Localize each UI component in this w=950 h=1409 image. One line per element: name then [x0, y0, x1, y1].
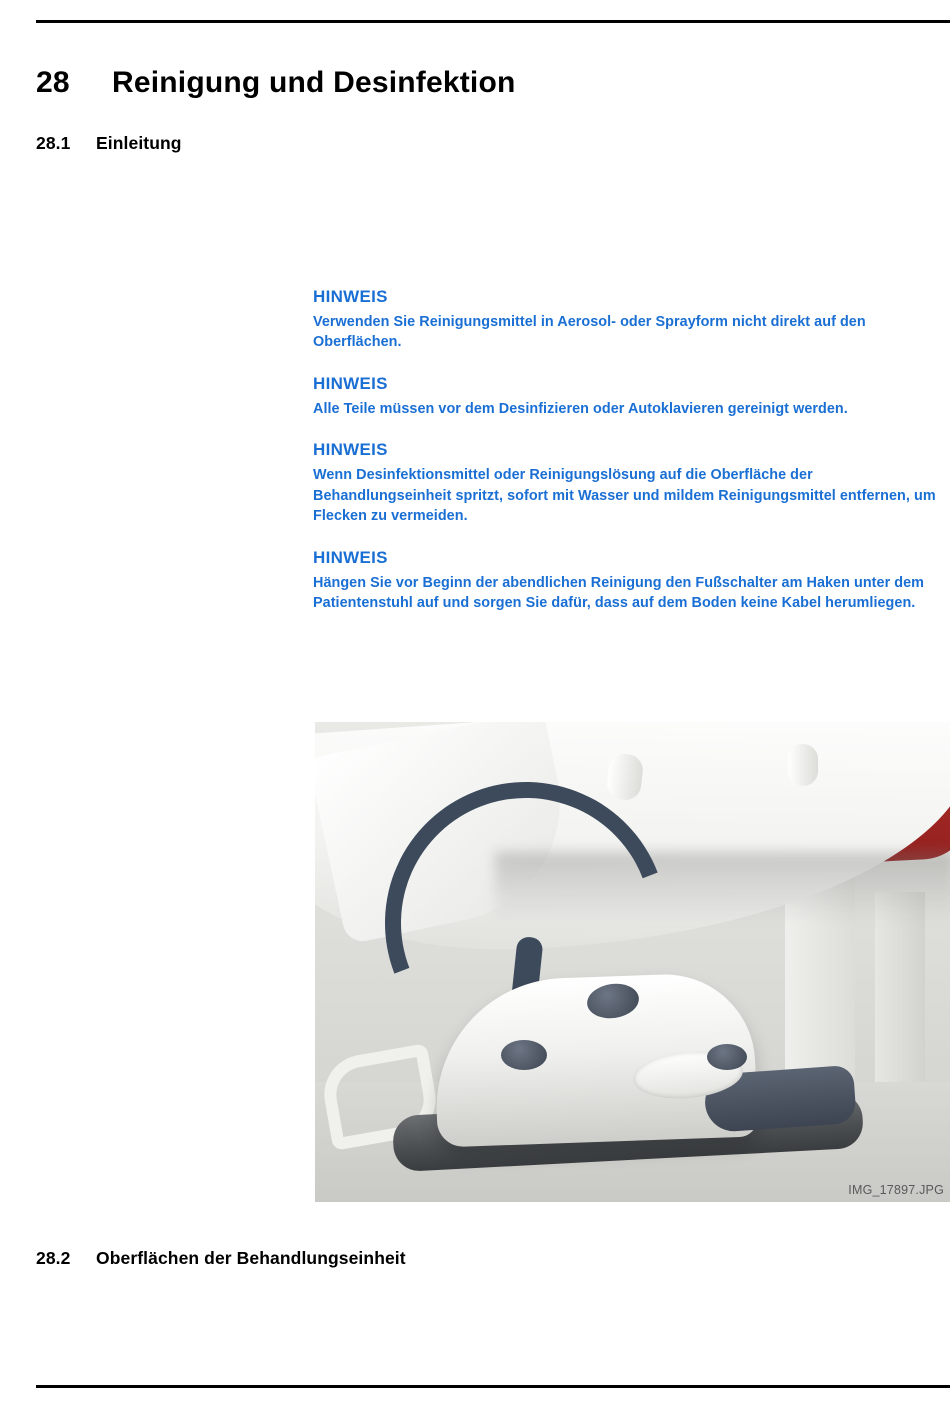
- notice-title: HINWEIS: [313, 547, 388, 567]
- figure-caption: IMG_17897.JPG: [848, 1183, 944, 1197]
- section-title-28-1: Einleitung: [96, 132, 182, 153]
- notice-title: HINWEIS: [313, 440, 388, 460]
- section-title-28-2: Oberflächen der Behandlungseinheit: [96, 1247, 406, 1268]
- figure-image: [315, 722, 950, 1202]
- photo-hook-2: [788, 744, 818, 786]
- photo-foot-control-knob-3: [707, 1044, 747, 1070]
- notice-text: Wenn Desinfektionsmittel oder Reinigungslösung auf die Oberfläche der Behandlungseinheit spritzt, sofort mit Wasser und mildem Reinigungsmittel entfernen, um Flecken zu vermeiden.: [313, 467, 936, 525]
- notice-text: Alle Teile müssen vor dem Desinfizieren oder Autoklavieren gereinigt werden.: [313, 400, 848, 417]
- notice-text: Hängen Sie vor Beginn der abendlichen Reinigung den Fußschalter am Haken unter dem Patientenstuhl auf und sorgen Sie dafür, dass auf dem Boden keine Kabel herumliegen.: [313, 574, 925, 612]
- section-heading-28-1: [36, 133, 182, 154]
- header-rule: [36, 20, 950, 23]
- notice-title: HINWEIS: [313, 373, 388, 393]
- chapter-heading: [36, 66, 516, 100]
- section-number-28-2: 28.2: [36, 1247, 71, 1268]
- photo-foot-control-knob-2: [501, 1040, 547, 1070]
- notice-title: HINWEIS: [313, 287, 388, 306]
- notice-block: [313, 440, 950, 526]
- figure-foot-control-photo: [315, 722, 950, 1202]
- notice-list: [313, 287, 950, 635]
- chapter-title: Reinigung und Desinfektion: [112, 66, 516, 100]
- footer-rule: [36, 1385, 950, 1388]
- section-heading-28-2: [36, 1248, 406, 1269]
- section-number-28-1: 28.1: [36, 132, 71, 153]
- chapter-number: 28: [36, 66, 70, 100]
- notice-text: Verwenden Sie Reinigungsmittel in Aerosol- oder Sprayform nicht direkt auf den Oberflächen.: [313, 314, 866, 351]
- notice-block: [313, 287, 950, 353]
- notice-block: [313, 374, 950, 419]
- notice-block: [313, 548, 950, 614]
